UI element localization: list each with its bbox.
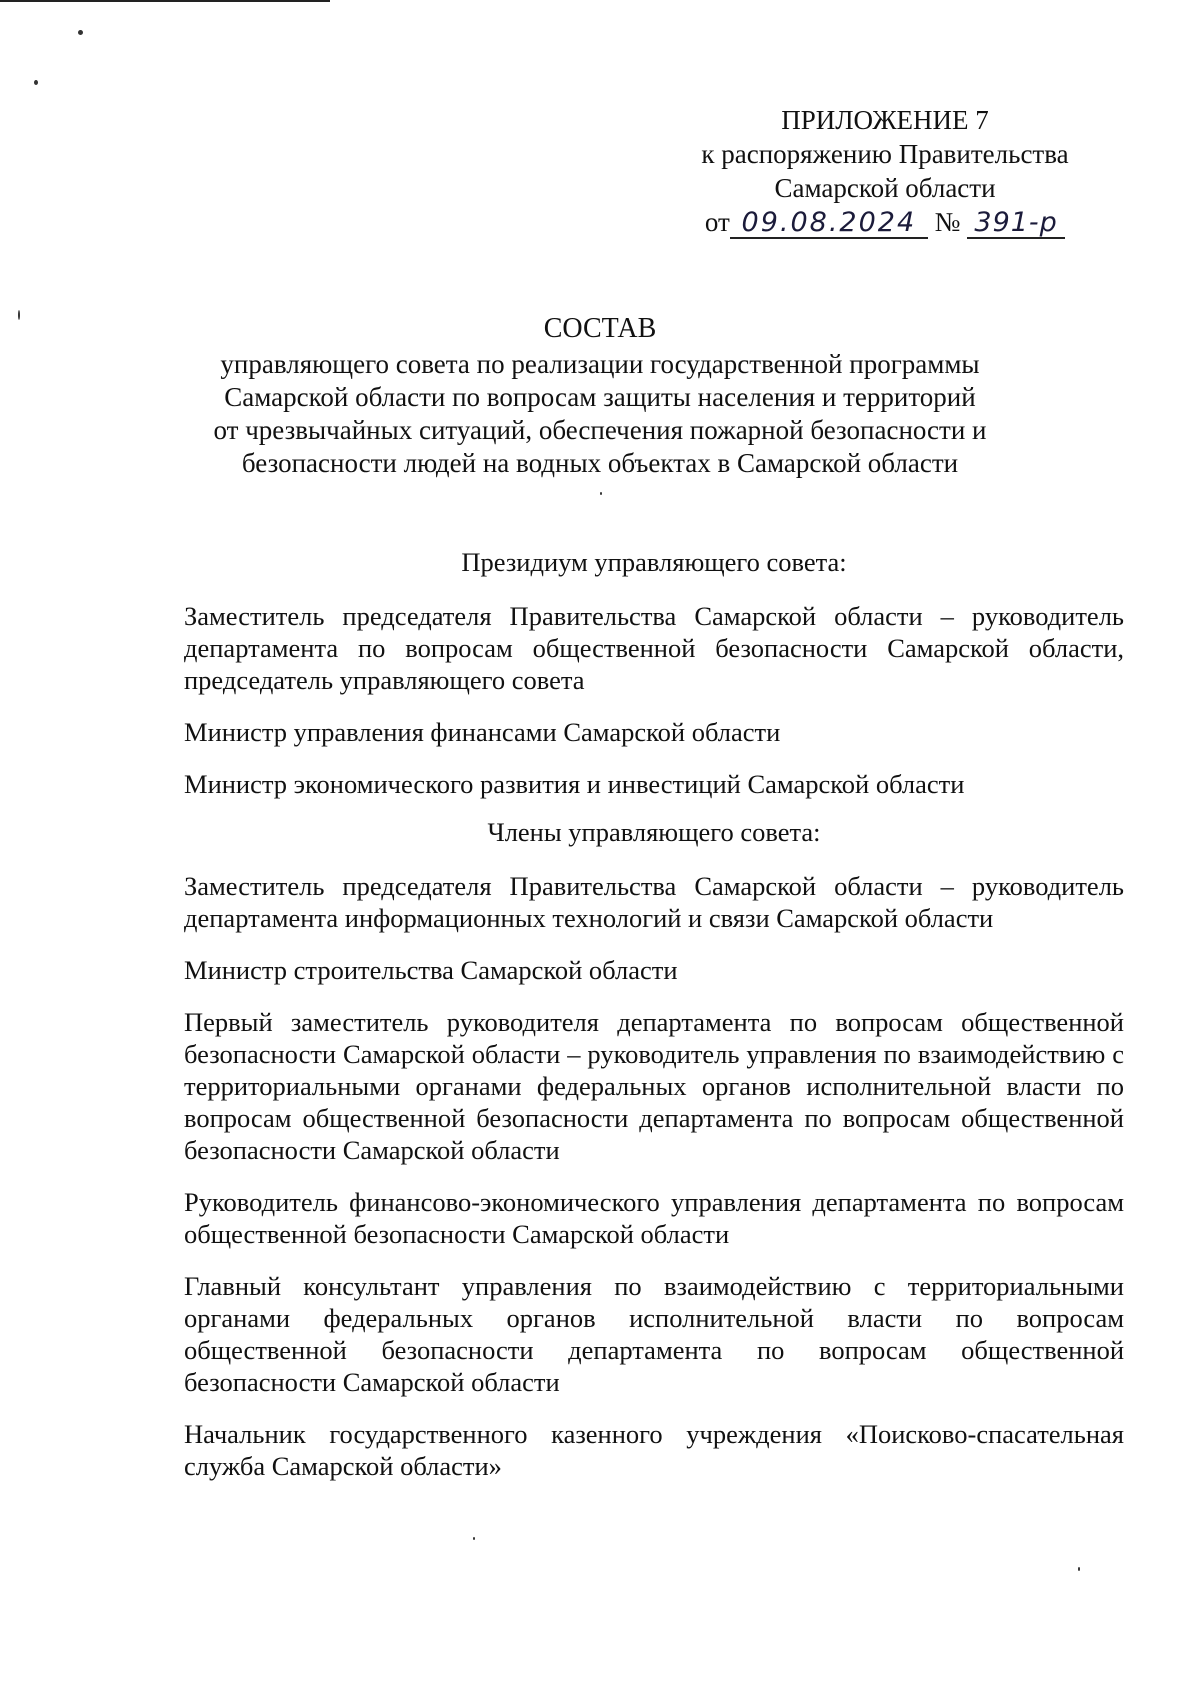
appendix-block [620, 103, 1150, 239]
document-heading: СОСТАВ [543, 313, 657, 344]
title-line: управляющего совета по реализации государственной программы [220, 349, 980, 379]
presidium-entry: Заместитель председателя Правительства Самарской области – руководитель департамента по вопросам общественной безопасности Самарской области, председатель управляющего совета [184, 601, 1124, 695]
scan-speck [473, 1537, 475, 1540]
member-entry: Руководитель финансово-экономического управления департамента по вопросам общественной безопасности Самарской области [184, 1187, 1124, 1249]
date-prefix: от [704, 207, 730, 237]
member-entry: Заместитель председателя Правительства Самарской области – руководитель департамента информационных технологий и связи Самарской области [184, 871, 1124, 933]
member-entry: Первый заместитель руководителя департамента по вопросам общественной безопасности Самарской области – руководитель управления по взаимодействию с территориальными органами федеральных органов исполнительной власти по вопросам общественной безопасности департамента по вопросам общественной безопасности Самарской области [184, 1007, 1124, 1165]
title-line: от чрезвычайных ситуаций, обеспечения пожарной безопасности и [213, 415, 987, 445]
member-entry: Министр строительства Самарской области [184, 955, 678, 985]
title-line: Самарской области по вопросам защиты населения и территорий [224, 382, 976, 412]
handwritten-number: 391-р [967, 209, 1065, 239]
date-number-line [620, 205, 1150, 239]
number-prefix: № [934, 207, 961, 237]
presidium-heading: Президиум управляющего совета: [461, 547, 847, 577]
presidium-entry: Министр экономического развития и инвестиций Самарской области [184, 769, 965, 799]
presidium-entry: Министр управления финансами Самарской области [184, 717, 781, 747]
appendix-title: ПРИЛОЖЕНИЕ 7 [781, 105, 989, 135]
title-line: безопасности людей на водных объектах в Самарской области [241, 448, 959, 478]
appendix-region: Самарской области [774, 173, 996, 203]
member-entry: Главный консультант управления по взаимодействию с территориальными органами федеральных органов исполнительной власти по вопросам общественной безопасности департамента по вопросам общественной безопасности Самарской области [184, 1271, 1124, 1397]
document-body [184, 546, 1124, 1502]
member-entry: Начальник государственного казенного учреждения «Поисково-спасательная служба Самарской области» [184, 1419, 1124, 1481]
scan-speck [34, 80, 38, 85]
members-heading: Члены управляющего совета: [487, 817, 821, 847]
scan-edge-line [0, 0, 330, 2]
scan-speck [600, 492, 602, 495]
appendix-reference: к распоряжению Правительства [701, 139, 1069, 169]
scan-speck [78, 30, 83, 35]
scan-speck [18, 310, 20, 320]
handwritten-date: 09.08.2024 [730, 209, 928, 239]
scan-speck [1078, 1567, 1080, 1571]
document-title-block [150, 312, 1050, 480]
